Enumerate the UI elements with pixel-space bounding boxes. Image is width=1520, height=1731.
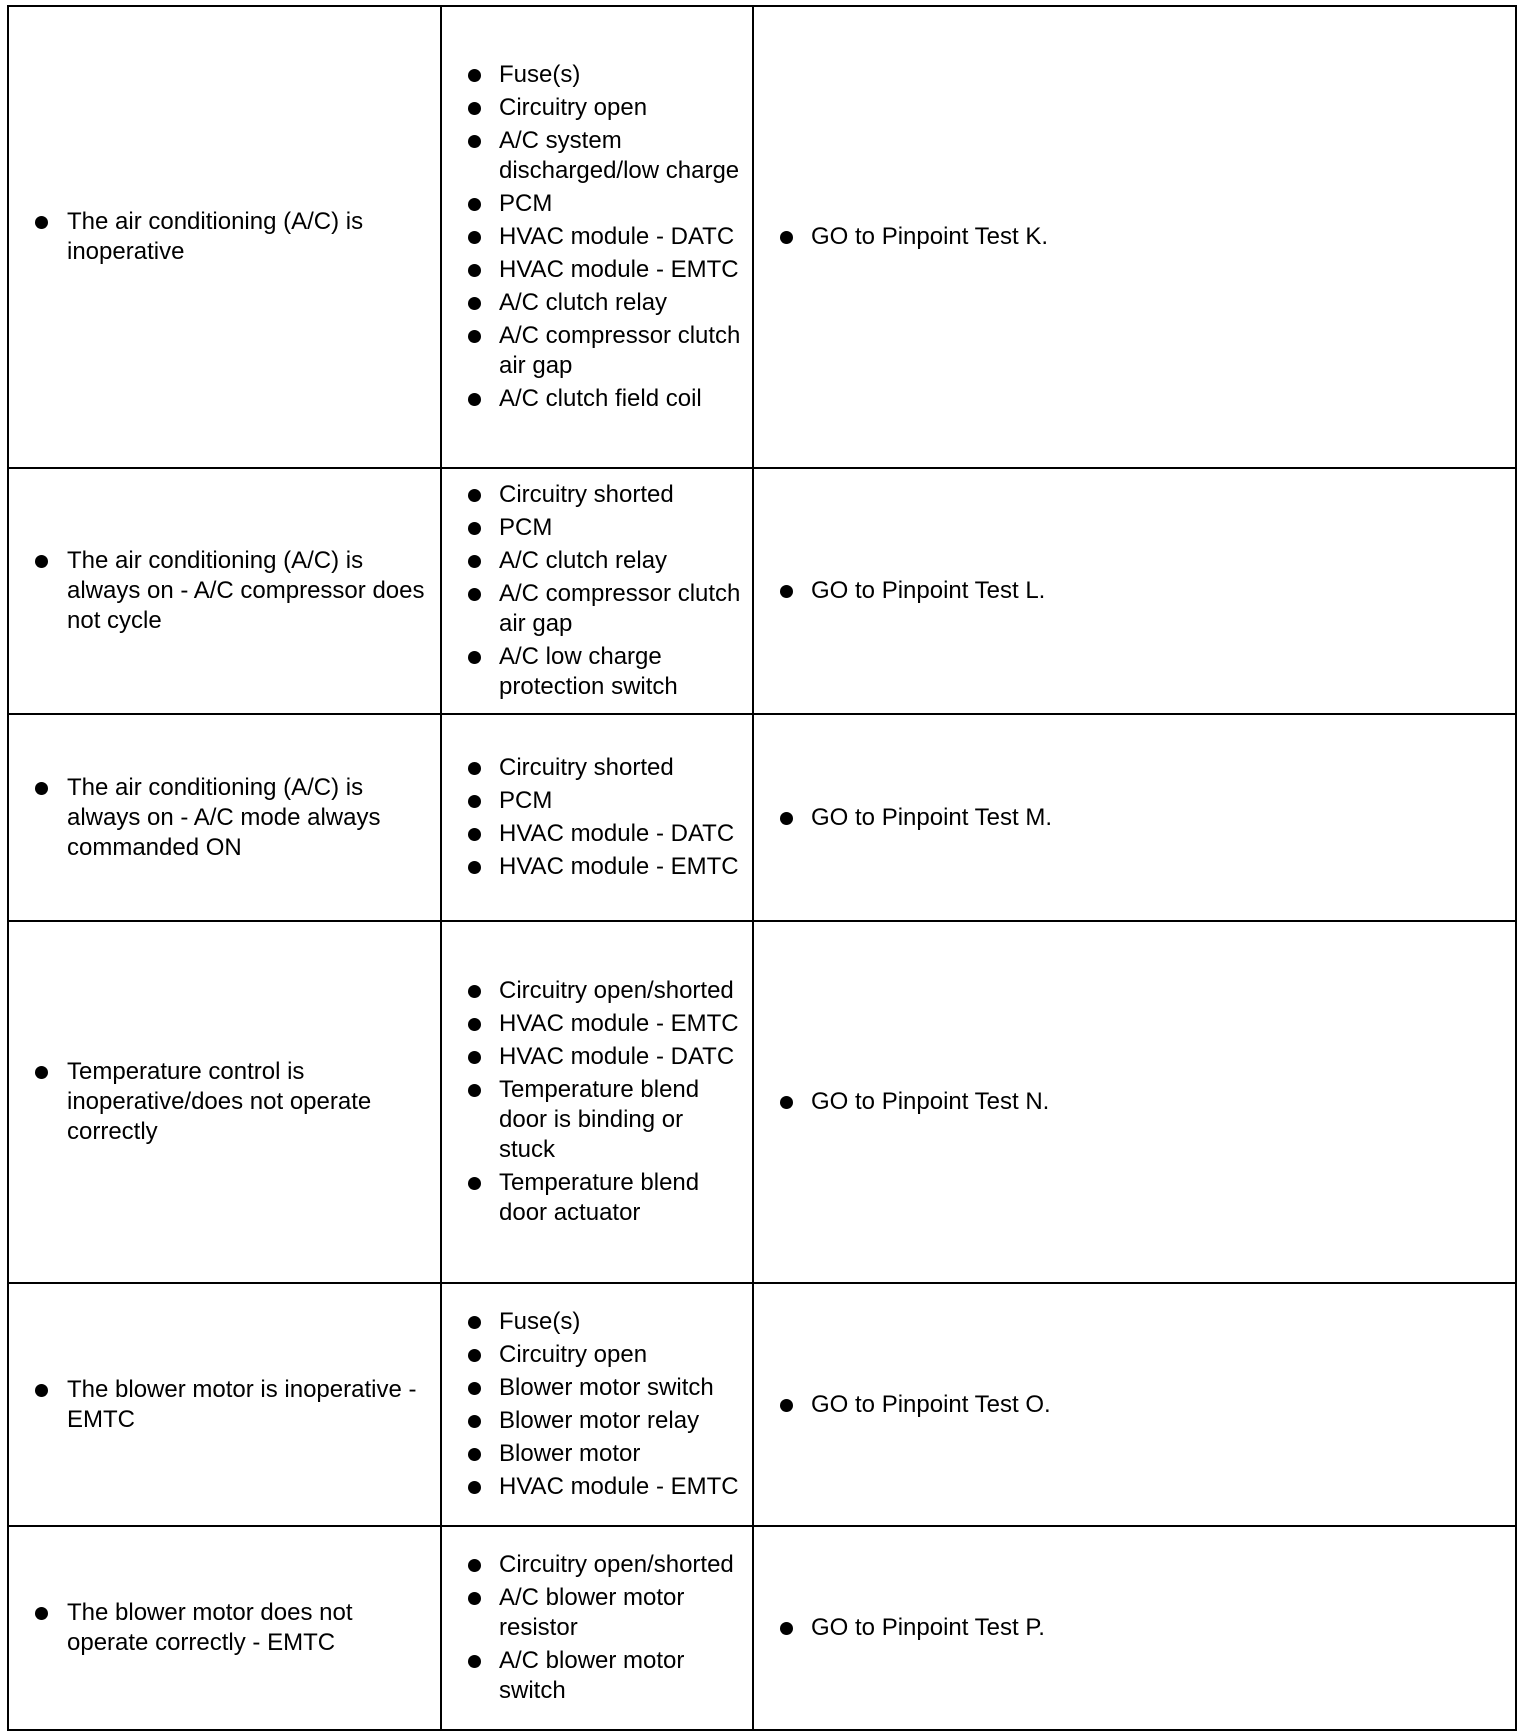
possible-source-item: [442, 1550, 752, 1580]
table-row: [8, 468, 1516, 714]
bullet-icon: [780, 231, 793, 244]
possible-source-cell: [441, 1526, 753, 1730]
action-item: [754, 1613, 1515, 1643]
bullet-icon: [468, 555, 481, 568]
possible-source-text: Circuitry open: [499, 94, 648, 121]
possible-source-list: [442, 1539, 752, 1717]
symptom-cell: [8, 468, 441, 714]
pinpoint-test-link: GO to Pinpoint Test O.: [811, 1390, 1051, 1418]
symptom-text: Temperature control is inoperative/does not operate correctly: [67, 1058, 372, 1145]
table-row: [8, 714, 1516, 921]
possible-source-text: Circuitry shorted: [499, 481, 674, 508]
possible-source-item: [442, 1340, 752, 1370]
possible-source-text: Fuse(s): [499, 61, 581, 88]
bullet-icon: [468, 1382, 481, 1395]
possible-source-text: HVAC module - EMTC: [499, 256, 739, 283]
bullet-icon: [468, 795, 481, 808]
bullet-icon: [780, 812, 793, 825]
possible-source-item: [442, 852, 752, 882]
possible-source-item: [442, 786, 752, 816]
symptom-text: The blower motor is inoperative - EMTC: [67, 1375, 417, 1433]
symptom-item: [9, 773, 440, 863]
possible-source-text: A/C low charge protection switch: [499, 643, 678, 700]
symptom-cell: [8, 921, 441, 1283]
symptom-text: The air conditioning (A/C) is always on - A/C mode always commanded ON: [67, 773, 381, 861]
possible-source-item: [442, 1042, 752, 1072]
possible-source-text: A/C compressor clutch air gap: [499, 580, 741, 637]
symptom-list: [9, 1057, 440, 1147]
possible-source-text: A/C clutch relay: [499, 289, 668, 316]
possible-source-item: [442, 642, 752, 702]
possible-source-cell: [441, 1283, 753, 1526]
action-cell: [753, 468, 1516, 714]
bullet-icon: [468, 762, 481, 775]
bullet-icon: [468, 1349, 481, 1362]
action-list: [754, 1087, 1515, 1117]
symptom-text: The air conditioning (A/C) is always on - A/C compressor does not cycle: [67, 547, 425, 634]
pinpoint-test-link: GO to Pinpoint Test M.: [811, 803, 1052, 831]
bullet-icon: [468, 264, 481, 277]
bullet-icon: [468, 1051, 481, 1064]
bullet-icon: [468, 231, 481, 244]
action-cell: [753, 921, 1516, 1283]
possible-source-text: HVAC module - DATC: [499, 223, 735, 250]
bullet-icon: [468, 69, 481, 82]
possible-source-list: [442, 965, 752, 1239]
bullet-icon: [780, 585, 793, 598]
possible-source-item: [442, 321, 752, 381]
table-row: [8, 1526, 1516, 1730]
action-cell: [753, 1283, 1516, 1526]
possible-source-item: [442, 1472, 752, 1502]
bullet-icon: [468, 1559, 481, 1572]
possible-source-item: [442, 93, 752, 123]
bullet-icon: [468, 985, 481, 998]
pinpoint-test-link: GO to Pinpoint Test P.: [811, 1614, 1045, 1641]
possible-source-item: [442, 126, 752, 186]
symptom-item: [9, 1375, 440, 1435]
possible-source-text: A/C clutch relay: [499, 547, 668, 574]
action-list: [754, 222, 1515, 252]
bullet-icon: [468, 1177, 481, 1190]
action-list: [754, 803, 1515, 833]
possible-source-item: [442, 976, 752, 1006]
bullet-icon: [468, 135, 481, 148]
bullet-icon: [780, 1622, 793, 1635]
possible-source-text: HVAC module - EMTC: [499, 1473, 739, 1500]
possible-source-item: [442, 546, 752, 576]
bullet-icon: [468, 1655, 481, 1668]
bullet-icon: [780, 1399, 793, 1412]
possible-source-item: [442, 189, 752, 219]
bullet-icon: [468, 1316, 481, 1329]
possible-source-item: [442, 1075, 752, 1165]
bullet-icon: [468, 393, 481, 406]
action-cell: [753, 1526, 1516, 1730]
action-item: [754, 576, 1515, 606]
bullet-icon: [468, 522, 481, 535]
possible-source-cell: [441, 6, 753, 468]
possible-source-item: [442, 384, 752, 414]
symptom-item: [9, 546, 440, 636]
possible-source-list: [442, 1296, 752, 1513]
action-item: [754, 803, 1515, 833]
possible-source-text: Temperature blend door actuator: [499, 1169, 700, 1226]
symptom-list: [9, 1598, 440, 1658]
possible-source-item: [442, 579, 752, 639]
bullet-icon: [780, 1096, 793, 1109]
bullet-icon: [35, 1384, 48, 1397]
possible-source-text: HVAC module - EMTC: [499, 1010, 739, 1037]
possible-source-item: [442, 1373, 752, 1403]
bullet-icon: [468, 102, 481, 115]
bullet-icon: [35, 1066, 48, 1079]
action-list: [754, 576, 1515, 606]
symptom-cell: [8, 1283, 441, 1526]
bullet-icon: [468, 861, 481, 874]
possible-source-item: [442, 1168, 752, 1228]
possible-source-text: Circuitry open/shorted: [499, 1551, 734, 1578]
pinpoint-test-link: GO to Pinpoint Test N.: [811, 1088, 1050, 1115]
possible-source-text: Temperature blend door is binding or stuck: [499, 1076, 700, 1163]
possible-source-list: [442, 469, 752, 713]
bullet-icon: [468, 1481, 481, 1494]
bullet-icon: [468, 1415, 481, 1428]
symptom-list: [9, 207, 440, 267]
possible-source-item: [442, 1406, 752, 1436]
possible-source-text: A/C blower motor switch: [499, 1647, 685, 1704]
pinpoint-test-link: GO to Pinpoint Test K.: [811, 223, 1049, 250]
possible-source-text: Circuitry shorted: [499, 754, 674, 781]
possible-source-text: HVAC module - EMTC: [499, 853, 739, 880]
bullet-icon: [468, 1084, 481, 1097]
bullet-icon: [468, 489, 481, 502]
action-list: [754, 1390, 1515, 1420]
bullet-icon: [468, 588, 481, 601]
possible-source-text: A/C compressor clutch air gap: [499, 322, 741, 379]
possible-source-cell: [441, 714, 753, 921]
possible-source-cell: [441, 921, 753, 1283]
possible-source-text: PCM: [499, 514, 553, 541]
possible-source-item: [442, 753, 752, 783]
action-list: [754, 1613, 1515, 1643]
bullet-icon: [35, 216, 48, 229]
possible-source-text: Blower motor: [499, 1440, 641, 1467]
symptom-cell: [8, 6, 441, 468]
bullet-icon: [468, 330, 481, 343]
possible-source-item: [442, 480, 752, 510]
possible-source-item: [442, 1646, 752, 1706]
bullet-icon: [35, 1607, 48, 1620]
action-item: [754, 1087, 1515, 1117]
action-item: [754, 222, 1515, 252]
action-cell: [753, 714, 1516, 921]
symptom-cell: [8, 1526, 441, 1730]
symptom-list: [9, 773, 440, 863]
possible-source-text: Blower motor relay: [499, 1407, 700, 1434]
bullet-icon: [468, 1448, 481, 1461]
possible-source-text: HVAC module - DATC: [499, 820, 735, 847]
possible-source-item: [442, 513, 752, 543]
bullet-icon: [35, 555, 48, 568]
possible-source-item: [442, 1009, 752, 1039]
possible-source-item: [442, 255, 752, 285]
possible-source-item: [442, 1583, 752, 1643]
possible-source-list: [442, 742, 752, 893]
symptom-item: [9, 1057, 440, 1147]
possible-source-item: [442, 222, 752, 252]
bullet-icon: [468, 651, 481, 664]
action-cell: [753, 6, 1516, 468]
possible-source-cell: [441, 468, 753, 714]
possible-source-text: A/C system discharged/low charge: [499, 127, 740, 184]
possible-source-text: Circuitry open: [499, 1341, 648, 1368]
action-item: [754, 1390, 1515, 1420]
symptom-item: [9, 207, 440, 267]
possible-source-text: A/C blower motor resistor: [499, 1584, 685, 1641]
possible-source-item: [442, 1307, 752, 1337]
possible-source-text: A/C clutch field coil: [499, 385, 702, 412]
possible-source-text: Fuse(s): [499, 1308, 581, 1335]
possible-source-item: [442, 819, 752, 849]
bullet-icon: [468, 1018, 481, 1031]
table-body: [8, 6, 1516, 1730]
symptom-item: [9, 1598, 440, 1658]
symptom-chart-table: [7, 5, 1517, 1731]
bullet-icon: [468, 198, 481, 211]
bullet-icon: [468, 297, 481, 310]
table-row: [8, 921, 1516, 1283]
pinpoint-test-link: GO to Pinpoint Test L.: [811, 577, 1046, 604]
bullet-icon: [35, 782, 48, 795]
possible-source-text: HVAC module - DATC: [499, 1043, 735, 1070]
symptom-list: [9, 546, 440, 636]
possible-source-text: Blower motor switch: [499, 1374, 714, 1401]
bullet-icon: [468, 828, 481, 841]
bullet-icon: [468, 1592, 481, 1605]
table-row: [8, 1283, 1516, 1526]
symptom-cell: [8, 714, 441, 921]
possible-source-text: PCM: [499, 787, 553, 814]
possible-source-item: [442, 288, 752, 318]
possible-source-list: [442, 49, 752, 425]
table-row: [8, 6, 1516, 468]
possible-source-item: [442, 60, 752, 90]
possible-source-text: Circuitry open/shorted: [499, 977, 734, 1004]
possible-source-item: [442, 1439, 752, 1469]
symptom-text: The blower motor does not operate correctly - EMTC: [67, 1599, 353, 1656]
symptom-text: The air conditioning (A/C) is inoperative: [67, 208, 364, 265]
symptom-list: [9, 1375, 440, 1435]
possible-source-text: PCM: [499, 190, 553, 217]
